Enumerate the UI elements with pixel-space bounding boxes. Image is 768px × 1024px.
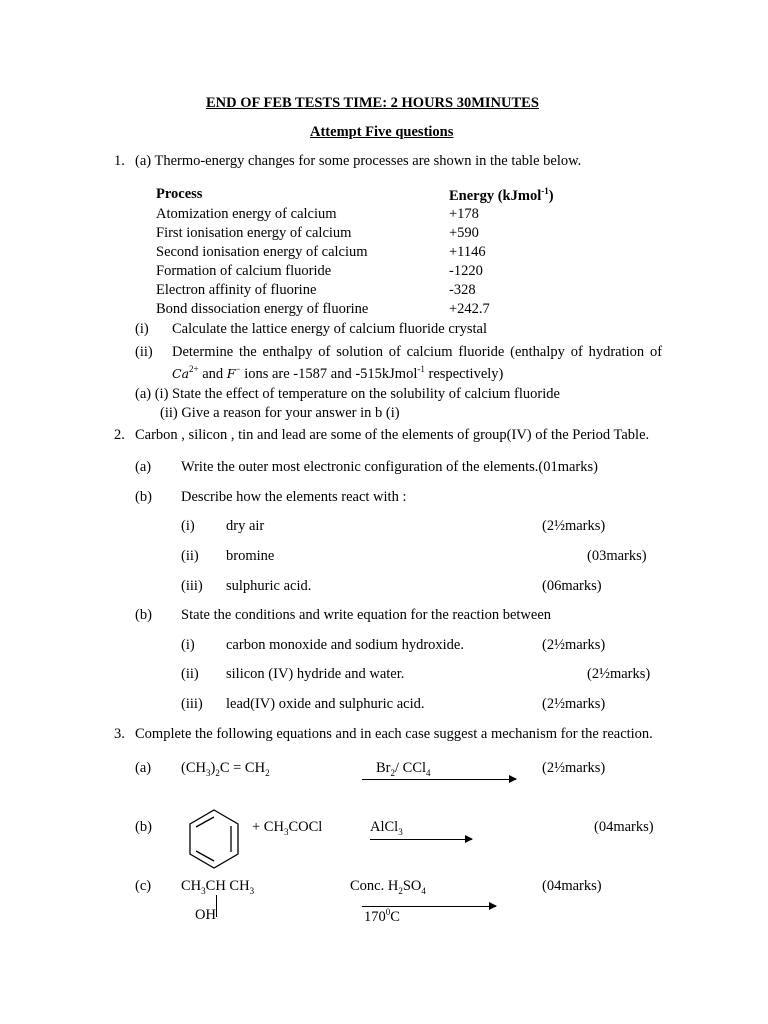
list-item-marks: (2½marks) [542,696,606,712]
q2-b-text: Describe how the elements react with : [181,489,407,505]
q3-a-reagent: $Br_2/$ CCl$_4$ [376,760,431,778]
q3-c-reactant: $CH_3CH$ $CH_3$ [181,878,255,896]
benzene-ring-icon [186,807,242,871]
q1-b-ii: (ii) Give a reason for your answer in b (i) [160,405,400,421]
q1-i-text: Calculate the lattice energy of calcium fluoride crystal [172,321,487,337]
q3-number: 3. [114,726,125,742]
list-item-text: dry air [226,518,265,534]
instruction: Attempt Five questions [310,124,454,140]
table-header-process: Process [156,186,203,202]
page-title: END OF FEB TESTS TIME: 2 HOURS 30MINUTES [206,95,539,111]
table-row-energy: -328 [449,282,476,298]
q2-c-text: State the conditions and write equation for the reaction between [181,607,552,623]
table-row-process: Atomization energy of calcium [156,206,337,222]
list-item-text: bromine [226,548,275,564]
q3-a-reactant: $(CH_3)_2C = CH_2$ [181,760,270,778]
list-item-marks: (2½marks) [542,518,606,534]
list-item-marks: (03marks) [587,548,647,564]
q3-b-label: (b) [135,819,152,835]
q3-a-marks: (2½marks) [542,760,606,776]
q1-i-number: (i) [135,321,149,337]
list-item-number: (iii) [181,578,203,594]
table-row-energy: +590 [449,225,479,241]
list-item-number: (ii) [181,666,199,682]
table-row-energy: +242.7 [449,301,490,317]
bond-line [216,895,217,917]
reaction-arrow [362,779,516,780]
q2-a-label: (a) [135,459,152,475]
table-row-energy: -1220 [449,263,483,279]
q1-ii-text-continued: $Ca^{2+}$ and F− ions are -1587 and -515kJmol$^{-1}$ respectively) [172,364,504,382]
q3-b-marks: (04marks) [594,819,654,835]
q3-c-temperature: $170^0C$ [364,907,400,925]
list-item-number: (ii) [181,548,199,564]
reaction-arrow [370,839,472,840]
table-row-process: Formation of calcium fluoride [156,263,332,279]
table-row-process: Second ionisation energy of calcium [156,244,368,260]
q3-b-reagent: AlCl$_3$ [370,819,403,837]
q3-c-reagent: Conc. $H_2SO_4$ [350,878,426,896]
table-row-process: Bond dissociation energy of fluorine [156,301,369,317]
q1-b-i: (a) (i) State the effect of temperature on the solubility of calcium fluoride [135,386,560,402]
table-row-process: First ionisation energy of calcium [156,225,352,241]
list-item-marks: (2½marks) [587,666,651,682]
q3-c-label: (c) [135,878,152,894]
list-item-text: silicon (IV) hydride and water. [226,666,405,682]
table-row-energy: +1146 [449,244,486,260]
q2-a-text: Write the outer most electronic configuration of the elements.(01marks) [181,459,598,475]
q3-c-hydroxyl: OH [195,907,216,923]
list-item-number: (iii) [181,696,203,712]
list-item-marks: (06marks) [542,578,602,594]
q2-intro: Carbon , silicon , tin and lead are some of the elements of group(IV) of the Period Table. [135,427,650,443]
list-item-text: sulphuric acid. [226,578,312,594]
list-item-text: carbon monoxide and sodium hydroxide. [226,637,464,653]
q3-a-label: (a) [135,760,152,776]
table-row-process: Electron affinity of fluorine [156,282,317,298]
q1-number: 1. [114,153,125,169]
list-item-number: (i) [181,637,195,653]
list-item-number: (i) [181,518,195,534]
list-item-marks: (2½marks) [542,637,606,653]
q3-b-reactant: + $CH_3COCl$ [252,819,323,837]
q3-c-marks: (04marks) [542,878,602,894]
q2-b-label: (b) [135,489,152,505]
q1-intro: (a) Thermo-energy changes for some processes are shown in the table below. [135,153,582,169]
q1-ii-text: Determine the enthalpy of solution of calcium fluoride (enthalpy of hydration of [172,344,663,360]
table-row-energy: +178 [449,206,479,222]
list-item-text: lead(IV) oxide and sulphuric acid. [226,696,425,712]
q2-number: 2. [114,427,125,443]
table-header-energy: Energy (kJmol$^{-1}$) [449,186,554,204]
q3-intro: Complete the following equations and in each case suggest a mechanism for the reaction. [135,726,653,742]
q1-ii-number: (ii) [135,344,153,360]
q2-c-label: (b) [135,607,152,623]
